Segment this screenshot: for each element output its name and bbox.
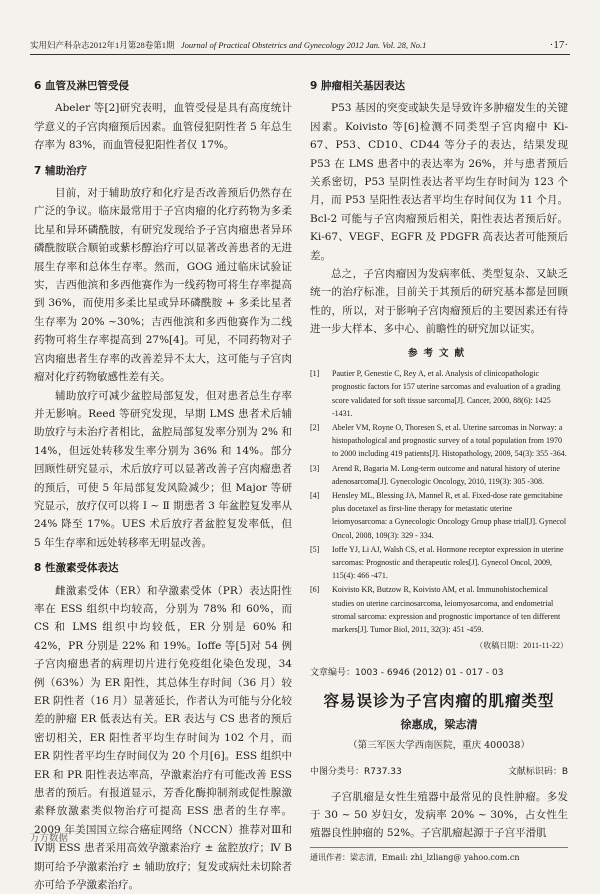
article-body — [310, 788, 568, 843]
reference-text: Ioffe YJ, Li AJ, Walsh CS, et al. Hormone receptor expression in uterine sarcomas: Prognostic and therapeutic roles[J]. Gynecol Oncol, 2009, 115(4): 466 -471. — [332, 544, 564, 581]
section-8-paragraph: 雌激素受体（ER）和孕激素受体（PR）表达阳性率在 ESS 组织中均较高，分别为 78% 和 60%，而 CS 和 LMS 组织中均较低，ER 分别是 60% 和 42%，PR 分别是 22% 和 19%。Ioffe 等[5]对 54 例子宫肉瘤患者的病理切片进行免疫组化染色发现，34 例（63%）为 ER 阳性，其总体生存时间（36 月）较 ER 阴性者（16 月）显著延长，作者认为可能与分化较差的肿瘤 ER 低表达有关。ER 表达与 CS 患者的预后密切相关，ER 阳性者平均生存时间为 102 个月，而 ER 阴性者平均生存时间仅为 20 个月[6]。ESS 组织中 ER 和 PR 阳性表达率高，孕激素治疗有可能改善 ESS 患者的预后。有报道显示，芳香化酶抑制剂或促性腺激素释放激素类似物治疗可提高 ESS 患者的生存率。2009 年美国国立综合癌症网络（NCCN）推荐对Ⅲ和Ⅳ期 ESS 患者采用高效孕激素治疗 ± 盆腔放疗；Ⅳ B 期可给予孕激素治疗 ± 辅助放疗；复发或病灶未切除者亦可给予孕激素治疗。 — [34, 584, 292, 892]
reference-number: [1] — [310, 369, 320, 379]
reference-text: Hensley ML, Blessing JA, Mannel R, et al. Fixed-dose rate gemcitabine plus docetaxel as first-line therapy for metastatic uterine leiomyosarcoma: a Gynecologic Oncology Group phase trial[J]. Gynecol Oncol, 2008, 109(3): 329 - 334. — [332, 490, 567, 540]
page-number: ·17· — [549, 39, 568, 51]
affiliation: （第三军医大学西南医院，重庆 400038） — [348, 739, 530, 751]
left-column — [34, 70, 292, 894]
reference-number: [6] — [310, 585, 320, 595]
corresponding-author-footnote: 通讯作者：梁志清，Email: zhi_lzliang@ yahoo.com.cn — [310, 847, 568, 867]
section-9-paragraph: P53 基因的突变或缺失是导致许多肿瘤发生的关键因素。Koivisto 等[6]检测不同类型子宫肉瘤中 Ki-67、P53、CD10、CD44 等分子的表达，结果发现 P53 在 LMS 患者中的表达率为 26%，并与患者预后关系密切，P53 呈阴性表达者平均生存时间为 123 个月，而 P53 呈阳性表达者平均生存时间仅为 11 个月。Bcl-2 可能与子宫肉瘤预后相关，阳性表达者预后好。Ki-67、VEGF、EGFR 及 PDGFR 高表达者可能预后差。 — [310, 102, 568, 262]
authors: 徐惠成，梁志清 — [400, 718, 478, 732]
section-6-heading: 6 血管及淋巴管受侵 — [34, 80, 129, 92]
journal-title-cn: 实用妇产科杂志2012年1月第28卷第1期 — [30, 40, 175, 50]
section-7-paragraph-1: 目前，对于辅助放疗和化疗是否改善预后仍然存在广泛的争议。临床最常用于子宫肉瘤的化疗药物为多柔比星和异环磷酰胺，有研究发现给予子宫肉瘤患者异环磷酰胺联合顺铂或紫杉醇治疗可以显著改善患者的无进展生存率和总体生存率。然而，GOG 通过临床试验证实，吉西他滨和多西他赛作为一线药物可将生存率提高到 36%，而使用多柔比星或异环磷酰胺 + 多柔比星者生存率为 20% ~30%；吉西他滨和多西他赛作为二线药物可将生存率提高到 27%[4]。可见，不同药物对子宫肉瘤患者生存率的改善差异不太大，这可能与子宫肉瘤对化疗药物敏感性差有关。 — [34, 187, 292, 384]
section-9-heading: 9 肿瘤相关基因表达 — [310, 80, 405, 92]
reference-number: [2] — [310, 422, 320, 432]
reference-item — [310, 543, 568, 583]
article-paragraph: 子宫肌瘤是女性生殖器中最常见的良性肿瘤。多发于 30 ~ 50 岁妇女，发病率 20% ~ 30%，占女性生殖器良性肿瘤的 52%。子宫肌瘤起源于子宫平滑肌 — [310, 790, 568, 840]
section-7-paragraph-2: 辅助放疗可减少盆腔局部复发，但对患者总生存率并无影响。Reed 等研究发现，早期 LMS 患者术后辅助放疗与未治疗者相比，盆腔局部复发率分别为 2% 和 14%，但远处转移发生率分别为 36% 和 14%。部分回顾性研究显示，术后放疗可以显著改善子宫肉瘤患者的预后，可使 5 年局部复发风险减少；但 Major 等研究显示，放疗仅可以将 Ⅰ ~ Ⅱ 期患者 3 年盆腔复发率从 24% 降至 17%。UES 术后放疗者盆腔复发率低，但 5 年生存率和远处转移率无明显改善。 — [34, 389, 292, 549]
classification-line — [310, 763, 568, 781]
reference-item — [310, 583, 568, 636]
reference-item — [310, 367, 568, 420]
reference-number: [4] — [310, 490, 320, 500]
reference-item — [310, 421, 568, 461]
received-date: （收稿日期：2011-11-22） — [475, 641, 568, 651]
reference-text: Pautier P, Genestie C, Rey A, et al. Analysis of clinicopathologic prognostic factors for 157 uterine sarcomas and evaluation of a grading score validated for soft tissue sarcoma[J]. Cancer, 2000, 88(6): 1425 -1431. — [332, 369, 561, 418]
section-7-heading: 7 辅助治疗 — [34, 164, 87, 177]
right-column — [310, 70, 568, 867]
running-header — [30, 38, 570, 55]
reference-item — [310, 489, 568, 542]
article-title: 容易误诊为子宫肉瘤的肌瘤类型 — [323, 691, 555, 710]
watermark: 万方数据 — [30, 833, 69, 844]
section-8-heading: 8 性激素受体表达 — [34, 562, 119, 575]
summary-paragraph: 总之，子宫肉瘤因为发病率低、类型复杂、又缺乏统一的治疗标准，目前关于其预后的研究基本都是回顾性的，所以，对于影响子宫肉瘤预后的主要因素还有待进一步大样本、多中心、前瞻性的研究加以证实。 — [310, 268, 568, 336]
reference-number: [5] — [310, 544, 320, 554]
reference-list — [310, 367, 568, 636]
journal-title-en: Journal of Practical Obstetrics and Gynecology 2012 Jan. Vol. 28, No.1 — [180, 40, 427, 50]
section-6-paragraph: Abeler 等[2]研究表明，血管受侵是具有高度统计学意义的子宫肉瘤预后因素。血管侵犯阴性者 5 年总生存率为 83%，而血管侵犯阳性者仅 17%。 — [34, 102, 292, 152]
document-code: 文献标识码：B — [507, 767, 568, 778]
reference-item — [310, 462, 568, 488]
reference-text: Abeler VM, Royne O, Thoresen S, et al. Uterine sarcomas in Norway: a histopathological and prognostic survey of a total population from 1970 to 2000 including 419 patients[J]. Histopathology, 2009, 54(3): 355 -364. — [332, 422, 567, 459]
reference-text: Arend R, Bagaria M. Long-term outcome and natural history of uterine adenosarcoma[J]. Gynecologic Oncology, 2010, 119(3): 305 -308. — [332, 463, 560, 486]
article-id: 文章编号：1003 - 6946 (2012) 01 - 017 - 03 — [310, 667, 504, 678]
clc-number: 中图分类号：R737.33 — [310, 767, 402, 778]
reference-text: Koivisto KR, Butzow R, Koivisto AM, et al. Immunohistochemical studies on uterine carcinosarcoma, leiomyosarcoma, and endometrial stromal sarcoma: expression and prognostic importance of ten different markers[J]. Tumor Biol, 2011, 32(3): 451 -459. — [332, 585, 561, 634]
reference-number: [3] — [310, 463, 320, 473]
references-heading: 参考文献 — [407, 347, 470, 359]
